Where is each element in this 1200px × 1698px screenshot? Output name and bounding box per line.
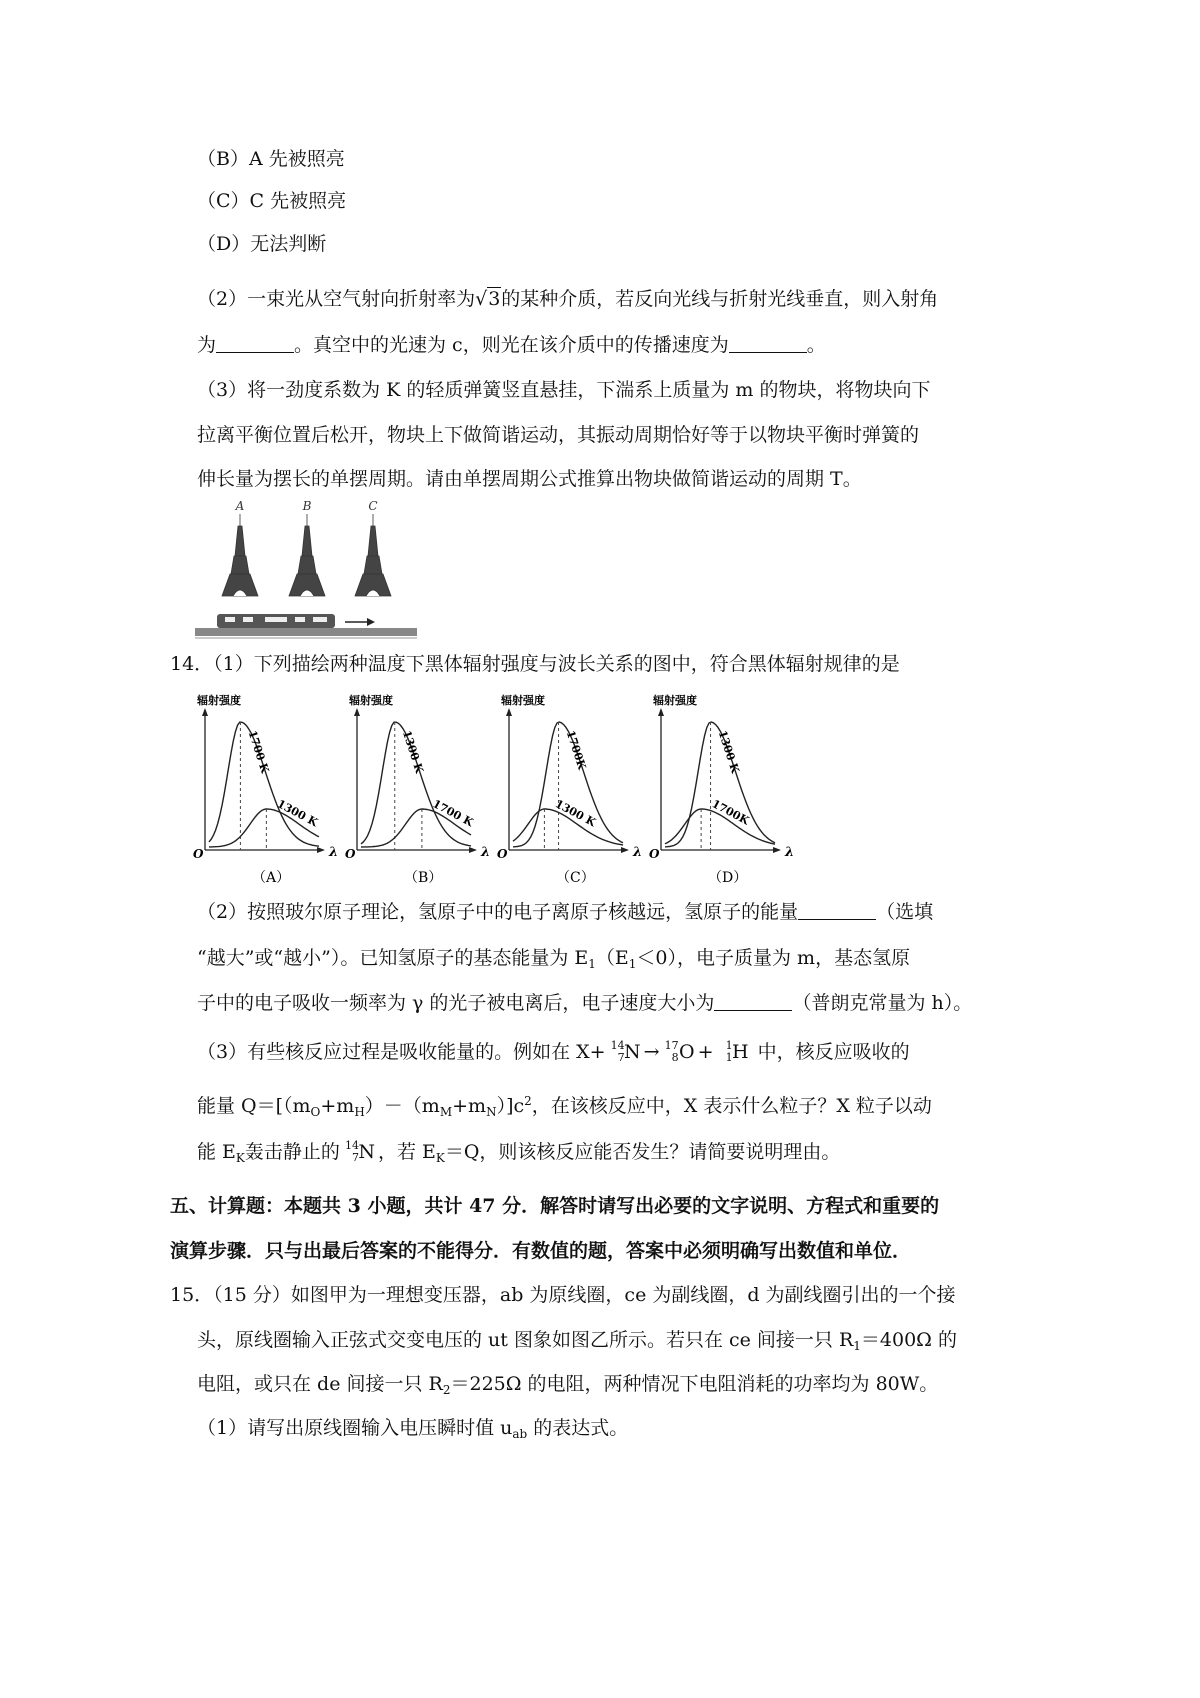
sqrt-expression: √3: [475, 288, 501, 310]
q13-part2-line1: （2）一束光从空气射向折射率为√3的某种介质，若反向光线与折射光线垂直，则入射角: [197, 288, 939, 310]
q13-part3-line2: 拉离平衡位置后松开，物块上下做简谐运动，其振动周期恰好等于以物块平衡时弹簧的: [197, 424, 920, 446]
q14-part2-line3: 子中的电子吸收一频率为 γ 的光子被电离后，电子速度大小为 （普朗克常量为 h）。: [197, 992, 973, 1014]
curve-label-high: 1300 K: [399, 728, 426, 775]
q15-part1: （1）请写出原线圈输入电压瞬时值 $u_{ab}$ 的表达式。: [197, 1417, 629, 1441]
tower-label-b: B: [302, 499, 312, 513]
section-heading-line1: 五、计算题：本题共 3 小题，共计 47 分．解答时请写出必要的文字说明、方程式和重要的: [170, 1195, 940, 1217]
origin-label: O: [497, 847, 508, 861]
q14-part3-line3: 能 $E_K$轰击静止的 14 7 N ，若 $E_K=Q$，则该核反应能否发生？请简要说明理由。: [197, 1139, 841, 1165]
tower-label-c: C: [368, 499, 378, 513]
option-d: （D）无法判断: [197, 233, 327, 255]
q13-part3-line1: （3）将一劲度系数为 K 的轻质弹簧竖直悬挂，下湍系上质量为 m 的物块，将物块向下: [197, 379, 931, 401]
option-c: （C）C 先被照亮: [197, 190, 347, 212]
q15-line2: 头，原线圈输入正弦式交变电压的 ut 图象如图乙所示。若只在 ce 间接一只 $R_1=400\Omega$ 的: [197, 1329, 957, 1353]
tower-c: [355, 514, 391, 596]
panel-label: （C）: [556, 870, 595, 886]
nuclide-n14: 14 7 N: [610, 1039, 641, 1064]
axis-label-y: 辐射强度: [501, 694, 545, 707]
tower-a: [222, 514, 258, 596]
y-axis-arrow: [202, 708, 208, 716]
origin-label: O: [193, 847, 204, 861]
axis-label-y: 辐射强度: [653, 694, 697, 707]
nuclide-o17: 17 8 O: [664, 1039, 695, 1064]
q14-part2-line1: （2）按照玻尔原子理论，氢原子中的电子离原子核越远，氢原子的能量 （选填: [197, 901, 934, 923]
option-b: （B）A 先被照亮: [197, 148, 345, 170]
towers-train-figure: [195, 496, 425, 644]
curve-label-low: 1700 K: [430, 797, 476, 830]
q14-part3-line2: 能量 $Q=[(m_O+m_H)-(m_M+m_N)]c^2$，在该核反应中，X 表示什么粒子？X 粒子以动: [197, 1094, 932, 1119]
section-heading-line2: 演算步骤．只与出最后答案的不能得分．有数值的题，答案中必须明确写出数值和单位．: [170, 1240, 912, 1262]
x-axis-arrow: [773, 847, 781, 853]
track: [195, 628, 417, 636]
x-axis-arrow: [317, 847, 325, 853]
curve-label-low: 1300 K: [274, 797, 320, 830]
answer-blank[interactable]: [798, 901, 876, 920]
tower-label-a: A: [235, 499, 245, 513]
panel-label: （A）: [252, 870, 291, 886]
axis-label-x: λ: [633, 845, 643, 860]
arrow-right-icon: [345, 618, 375, 626]
reaction-arrow: →: [643, 1041, 660, 1063]
q14-part3-line1: （3）有些核反应过程是吸收能量的。例如在 X+ 14 7 N → 17 8 O + 1 1 H 中，核反应吸收的: [197, 1039, 910, 1064]
curve-label-low: 1300 K: [552, 797, 598, 830]
q15-line3: 电阻，或只在 de 间接一只 $R_2=225\Omega$ 的电阻，两种情况下电阻消耗的功率均为 80W。: [197, 1373, 939, 1397]
axis-label-x: λ: [785, 845, 795, 860]
y-axis-arrow: [354, 708, 360, 716]
y-axis-arrow: [658, 708, 664, 716]
x-axis-arrow: [621, 847, 629, 853]
axis-label-x: λ: [481, 845, 491, 860]
curve-label-high: 1700 K: [245, 728, 272, 775]
curve-label-high: 1300 K: [715, 728, 742, 775]
nuclide-n14: 14 7 N: [344, 1139, 375, 1164]
panel-label: （D）: [708, 870, 748, 886]
blackbody-charts: [190, 690, 810, 890]
tower-b: [289, 514, 325, 596]
answer-blank[interactable]: [216, 334, 294, 353]
q14-part1: 14．（1）下列描绘两种温度下黑体辐射强度与波长关系的图中，符合黑体辐射规律的是: [170, 653, 900, 675]
y-axis-arrow: [506, 708, 512, 716]
curve-high: [209, 722, 319, 846]
curve-label-high: 1700K: [563, 728, 589, 772]
axis-label-y: 辐射强度: [349, 694, 393, 707]
curve-label-low: 1700K: [709, 797, 752, 828]
answer-blank[interactable]: [714, 992, 792, 1011]
panel-label: （B）: [404, 870, 443, 886]
answer-blank[interactable]: [729, 334, 807, 353]
axis-label-x: λ: [329, 845, 339, 860]
q13-part2-line2: 为 。真空中的光速为 c，则光在该介质中的传播速度为 。: [197, 334, 826, 356]
origin-label: O: [345, 847, 356, 861]
q13-part3-line3: 伸长量为摆长的单摆周期。请由单摆周期公式推算出物块做简谐运动的周期 T。: [197, 468, 862, 490]
x-axis-arrow: [469, 847, 477, 853]
nuclide-h1: 1 1 H: [725, 1039, 749, 1064]
q15-line1: 15．（15 分）如图甲为一理想变压器，ab 为原线圈，ce 为副线圈，d 为副线圈引出的一个接: [170, 1284, 956, 1306]
q14-part2-line2: “越大”或“越小”）。已知氢原子的基态能量为 $E_1(E_1<0)$，电子质量为 m，基态氢原: [197, 947, 911, 971]
origin-label: O: [649, 847, 660, 861]
train-icon: [217, 614, 335, 628]
axis-label-y: 辐射强度: [197, 694, 241, 707]
